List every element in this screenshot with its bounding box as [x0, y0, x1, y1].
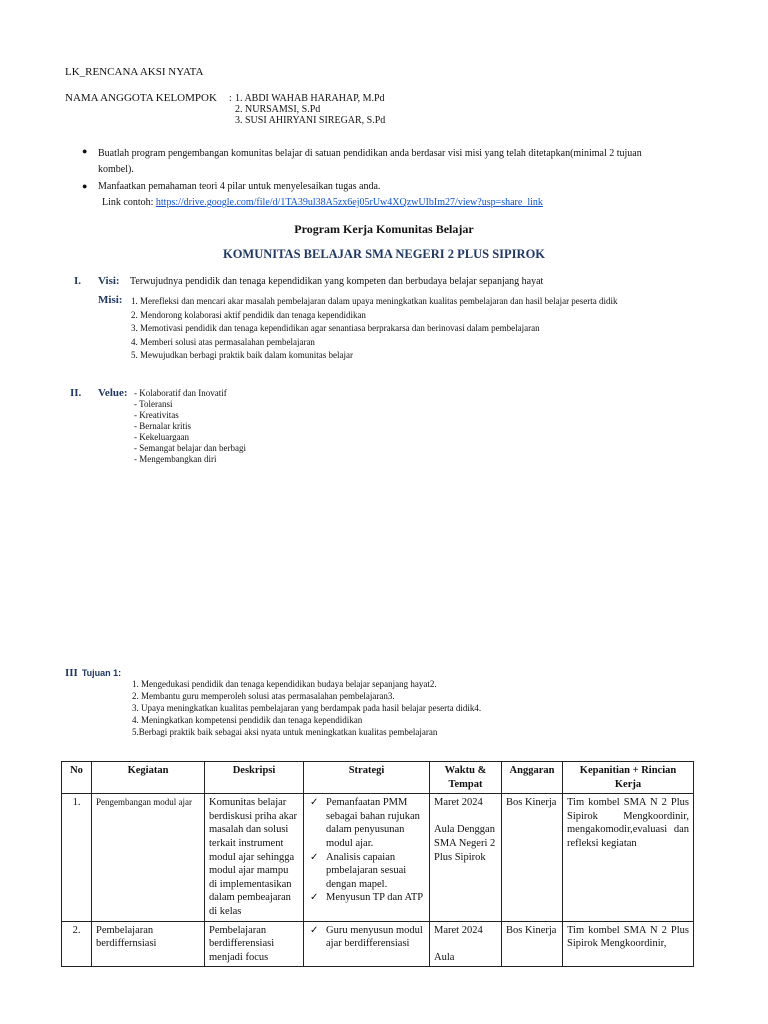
- cell-strategi: [304, 921, 430, 967]
- table-header-row: [62, 762, 694, 794]
- misi-label: Misi:: [98, 294, 123, 306]
- tujuan-item: 3. Upaya meningkatkan kualitas pembelajaran yang berdampak pada hasil belajar peserta didik4.: [132, 703, 482, 713]
- header-waktu-tempat: Waktu & Tempat: [430, 762, 502, 794]
- value-item: - Toleransi: [134, 399, 173, 409]
- header-deskripsi: Deskripsi: [205, 762, 304, 794]
- community-title: KOMUNITAS BELAJAR SMA NEGERI 2 PLUS SIPIROK: [222, 247, 546, 261]
- misi-item: 4. Memberi solusi atas permasalahan pembelajaran: [131, 336, 315, 347]
- instruction-2: Manfaatkan pemahaman teori 4 pilar untuk menyelesaikan tugas anda.: [98, 181, 381, 192]
- cell-kepanitian: Tim kombel SMA N 2 Plus Sipirok Mengkoordinir,: [563, 921, 694, 967]
- tujuan-item: 2. Membantu guru memperoleh solusi atas permasalahan pembelajaran3.: [132, 691, 395, 701]
- cell-waktu-tempat: [430, 921, 502, 967]
- member-1: 1. ABDI WAHAB HARAHAP, M.Pd: [235, 93, 385, 104]
- cell-deskripsi: Pembelajaran berdifferensiasi menjadi focus: [205, 921, 304, 967]
- example-link-row: [102, 197, 543, 209]
- cell-waktu-tempat: [430, 794, 502, 921]
- misi-item: 3. Memotivasi pendidik dan tenaga kependidikan agar senantiasa berprakarsa dan berinovasi dalam pembelajaran: [131, 323, 540, 333]
- value-item: - Mengembangkan diri: [134, 454, 217, 464]
- cell-no: 2.: [62, 921, 92, 967]
- cell-tempat: Aula: [434, 951, 455, 963]
- tujuan-item: 4. Meningkatkan kompetensi pendidik dan tenaga kependidikan: [132, 715, 363, 725]
- bullet-dot: ●: [82, 146, 88, 156]
- cell-anggaran: Bos Kinerja: [502, 794, 563, 921]
- header-kegiatan: Kegiatan: [92, 762, 205, 794]
- value-item: - Kekeluargaan: [134, 432, 190, 442]
- instruction-1-line-1: Buatlah program pengembangan komunitas belajar di satuan pendidikan anda berdasar visi misi yang telah ditetapkan(minimal 2 tujuan: [98, 148, 642, 159]
- misi-item: 1. Merefleksi dan mencari akar masalah pembelajaran dalam upaya meningkatkan kualitas pembelajaran dan hasil belajar peserta didik: [131, 296, 618, 306]
- value-list: [134, 388, 246, 465]
- section-3-numeral: III: [65, 667, 78, 679]
- member-3: 3. SUSI AHIRYANI SIREGAR, S.Pd: [235, 115, 386, 126]
- visi-text: Terwujudnya pendidik dan tenaga kependidikan yang kompeten dan berbudaya belajar sepanjang hayat: [130, 276, 544, 287]
- link-label: Link contoh:: [102, 197, 154, 208]
- visi-label: Visi:: [98, 275, 120, 287]
- header-no: No: [62, 762, 92, 794]
- value-label: Velue:: [98, 387, 128, 399]
- doc-title: LK_RENCANA AKSI NYATA: [65, 66, 204, 78]
- program-table: [61, 761, 694, 967]
- tujuan-item: 1. Mengedukasi pendidik dan tenaga kependidikan budaya belajar sepanjang hayat2.: [132, 679, 437, 689]
- value-item: - Semangat belajar dan berbagi: [134, 443, 246, 453]
- members-separator: :: [229, 93, 232, 104]
- value-item: - Kreativitas: [134, 410, 179, 420]
- example-link[interactable]: https://drive.google.com/file/d/1TA39ul38A5zx6ej05rUw4XQzwUIbIm27/view?usp=share_link: [155, 197, 543, 208]
- cell-anggaran: Bos Kinerja: [502, 921, 563, 967]
- cell-kepanitian: Tim kombel SMA N 2 Plus Sipirok Mengkoordinir, mengakomodir,evaluasi dan refleksi kegiatan: [563, 794, 694, 921]
- program-title: Program Kerja Komunitas Belajar: [294, 222, 474, 236]
- cell-deskripsi: Komunitas belajar berdiskusi priha akar masalah dan solusi terkait instrument modul ajar sehingga modul ajar mampu di implementasikan dalam pembeajaran di kelas: [205, 794, 304, 921]
- cell-kegiatan: Pembelajaran berdiffernsiasi: [92, 921, 205, 967]
- header-strategi: Strategi: [304, 762, 430, 794]
- strategy-item: ✓ Guru menyusun modul ajar berdifferensiasi: [308, 924, 425, 951]
- tujuan-item: 5.Berbagi praktik baik sebagai aksi nyata untuk meningkatkan kualitas pembelajaran: [132, 727, 438, 737]
- member-2: 2. NURSAMSI, S.Pd: [235, 104, 321, 115]
- misi-list: [131, 295, 618, 363]
- cell-strategi: [304, 794, 430, 921]
- cell-kegiatan: Pengembangan modul ajar: [92, 794, 205, 921]
- tujuan-label: Tujuan 1:: [81, 668, 122, 678]
- misi-item: 5. Mewujudkan berbagi praktik baik dalam komunitas belajar: [131, 350, 353, 360]
- cell-no: 1.: [62, 794, 92, 921]
- cell-tempat: Aula Denggan SMA Negeri 2 Plus Sipirok: [434, 824, 496, 863]
- misi-item: 2. Mendorong kolaborasi aktif pendidik dan tenaga kependidikan: [131, 309, 366, 320]
- members-label: NAMA ANGGOTA KELOMPOK: [65, 92, 217, 104]
- section-2-numeral: II.: [70, 387, 82, 399]
- table-row: [62, 921, 694, 967]
- bullet-dot: ●: [82, 181, 88, 191]
- table-row: [62, 794, 694, 921]
- value-item: - Kolaboratif dan Inovatif: [134, 388, 227, 398]
- tujuan-list: [132, 678, 481, 738]
- strategy-item: ✓ Analisis capaian pmbelajaran sesuai dengan mapel.: [308, 851, 425, 892]
- header-kepanitian: Kepanitian + Rincian Kerja: [563, 762, 694, 794]
- value-item: - Bernalar kritis: [134, 421, 191, 431]
- strategy-item: ✓ Pemanfaatan PMM sebagai bahan rujukan dalam penyusunan modul ajar.: [308, 796, 425, 850]
- cell-waktu: Maret 2024: [434, 797, 483, 809]
- section-3-heading: [65, 663, 121, 681]
- strategy-item: ✓ Menyusun TP dan ATP: [308, 891, 425, 905]
- section-1-numeral: I.: [74, 275, 82, 287]
- cell-waktu: Maret 2024: [434, 924, 483, 936]
- instruction-1: [98, 146, 718, 178]
- instruction-1-line-2: kombel).: [98, 164, 134, 175]
- header-anggaran: Anggaran: [502, 762, 563, 794]
